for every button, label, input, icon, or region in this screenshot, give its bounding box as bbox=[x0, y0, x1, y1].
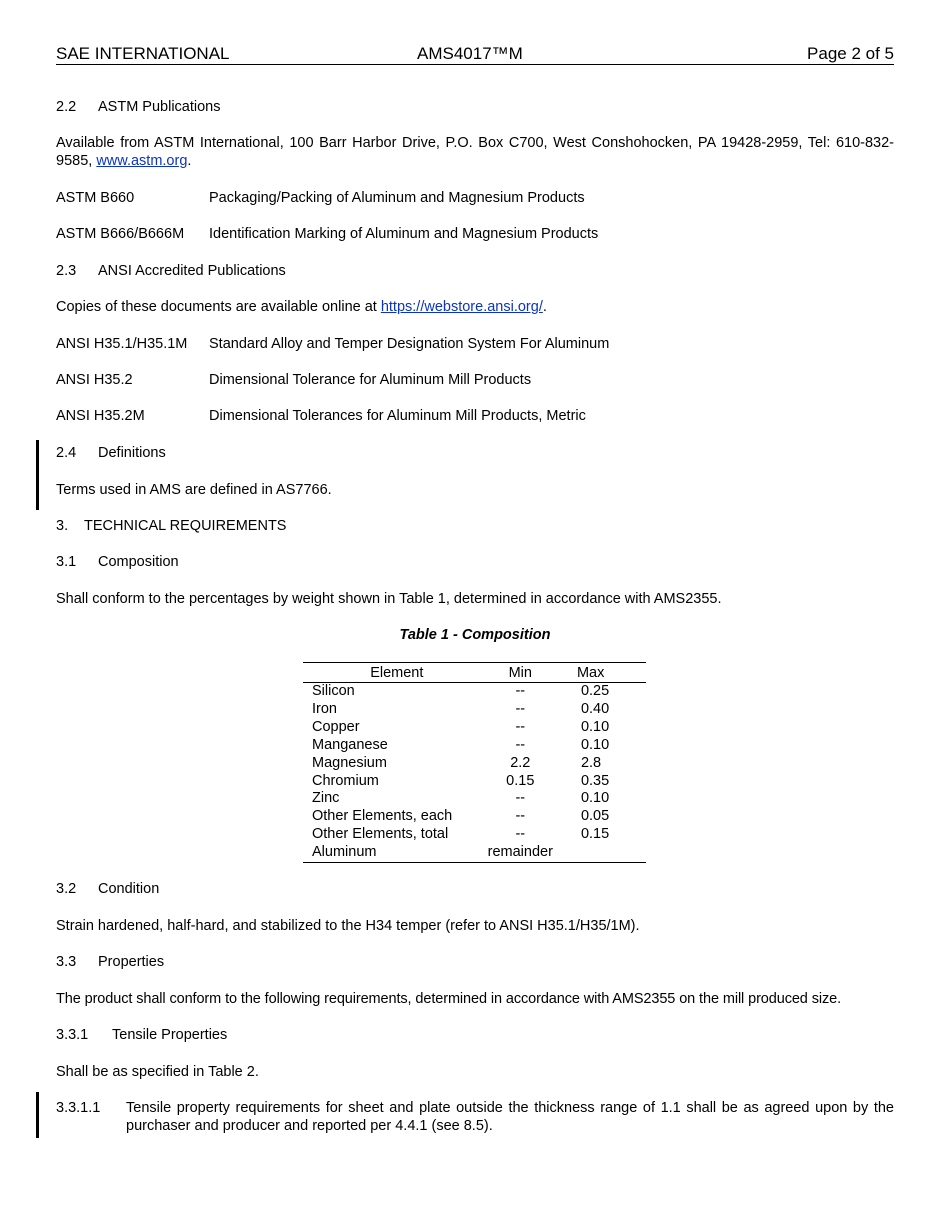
table-row: Other Elements, total -- 0.15 bbox=[312, 826, 610, 843]
section-number: 2.2 bbox=[56, 99, 77, 115]
reference-code: ASTM B660 bbox=[56, 190, 135, 206]
revision-bar bbox=[36, 440, 39, 510]
section-2-2-heading bbox=[56, 98, 221, 116]
page-header bbox=[56, 44, 894, 65]
column-header-max: Max bbox=[559, 663, 646, 683]
reference-ansi-h35-2m bbox=[56, 407, 586, 425]
reference-astm-b666 bbox=[56, 225, 598, 243]
ansi-availability-paragraph: Copies of these documents are available online at https://webstore.ansi.org/. bbox=[56, 299, 547, 315]
section-number: 2.3 bbox=[56, 263, 77, 279]
header-doc-id: AMS4017™M bbox=[417, 44, 523, 63]
reference-code: ANSI H35.2M bbox=[56, 408, 145, 424]
reference-title: Standard Alloy and Temper Designation System For Aluminum bbox=[209, 336, 610, 352]
section-title: TECHNICAL REQUIREMENTS bbox=[84, 518, 287, 534]
table-header-row bbox=[303, 663, 646, 683]
reference-title: Identification Marking of Aluminum and Magnesium Products bbox=[209, 226, 599, 242]
astm-website-link[interactable]: www.astm.org bbox=[96, 153, 188, 169]
table-row: Manganese -- 0.10 bbox=[312, 736, 610, 753]
reference-code: ASTM B666/B666M bbox=[56, 226, 185, 242]
section-3-3-heading bbox=[56, 953, 164, 971]
reference-ansi-h35-1 bbox=[56, 335, 609, 353]
reference-code: ANSI H35.1/H35.1M bbox=[56, 336, 188, 352]
ansi-webstore-link[interactable]: https://webstore.ansi.org/ bbox=[380, 299, 543, 315]
section-title: Tensile Properties bbox=[112, 1027, 228, 1043]
section-number: 3.3 bbox=[56, 954, 77, 970]
reference-code: ANSI H35.2 bbox=[56, 372, 133, 388]
definitions-paragraph: Terms used in AMS are defined in AS7766. bbox=[56, 482, 332, 498]
section-3-3-1-1-text: Tensile property requirements for sheet and plate outside the thickness range of 1.1 shall be as agreed upon by the purchaser and producer and reported per 4.4.1 (see 8.5). bbox=[126, 1100, 894, 1134]
table-row: Other Elements, each -- 0.05 bbox=[312, 808, 610, 825]
header-org: SAE INTERNATIONAL bbox=[56, 44, 230, 63]
section-title: ANSI Accredited Publications bbox=[98, 263, 286, 279]
section-title: Definitions bbox=[98, 445, 166, 461]
revision-bar bbox=[36, 1092, 39, 1138]
table-row: Zinc -- 0.10 bbox=[312, 790, 610, 807]
tensile-paragraph: Shall be as specified in Table 2. bbox=[56, 1064, 259, 1080]
section-number: 3.1 bbox=[56, 554, 77, 570]
column-header-min: Min bbox=[482, 663, 559, 683]
reference-title: Dimensional Tolerance for Aluminum Mill Products bbox=[209, 372, 532, 388]
reference-title: Packaging/Packing of Aluminum and Magnesium Products bbox=[209, 190, 585, 206]
section-3-heading bbox=[56, 517, 286, 535]
section-number: 3. bbox=[56, 518, 69, 534]
section-number: 2.4 bbox=[56, 445, 77, 461]
reference-astm-b660 bbox=[56, 189, 585, 207]
section-title: ASTM Publications bbox=[98, 99, 221, 115]
table-row: Silicon -- 0.25 bbox=[312, 683, 610, 699]
table-row: Chromium 0.15 0.35 bbox=[312, 772, 610, 789]
properties-paragraph: The product shall conform to the following requirements, determined in accordance with AMS2355 on the mill produced size. bbox=[56, 991, 842, 1007]
section-2-4-heading bbox=[56, 444, 166, 462]
column-header-element: Element bbox=[303, 663, 482, 683]
table-1-caption: Table 1 - Composition bbox=[399, 627, 551, 643]
section-number: 3.3.1 bbox=[56, 1027, 89, 1043]
astm-availability-paragraph: Available from ASTM International, 100 Barr Harbor Drive, P.O. Box C700, West Conshohocken, PA 19428-2959, Tel: 610-832-9585, www.astm.org. bbox=[56, 135, 894, 169]
section-2-3-heading bbox=[56, 262, 286, 280]
section-3-1-heading bbox=[56, 553, 179, 571]
table-row: Copper -- 0.10 bbox=[312, 718, 610, 735]
table-row: Iron -- 0.40 bbox=[312, 700, 610, 717]
section-3-3-1-1-number: 3.3.1.1 bbox=[56, 1100, 101, 1116]
section-3-3-1-heading bbox=[56, 1026, 227, 1044]
condition-paragraph: Strain hardened, half-hard, and stabilized to the H34 temper (refer to ANSI H35.1/H35/1M). bbox=[56, 918, 640, 934]
table-row: Aluminum remainder bbox=[303, 844, 646, 862]
composition-table bbox=[303, 662, 646, 863]
section-title: Condition bbox=[98, 881, 160, 897]
section-title: Composition bbox=[98, 554, 179, 570]
composition-paragraph: Shall conform to the percentages by weight shown in Table 1, determined in accordance with AMS2355. bbox=[56, 591, 722, 607]
section-3-2-heading bbox=[56, 880, 159, 898]
table-row: Magnesium 2.2 2.8 bbox=[312, 754, 602, 771]
reference-title: Dimensional Tolerances for Aluminum Mill Products, Metric bbox=[209, 408, 586, 424]
header-page-number: Page 2 of 5 bbox=[807, 44, 894, 63]
section-number: 3.2 bbox=[56, 881, 77, 897]
section-title: Properties bbox=[98, 954, 165, 970]
reference-ansi-h35-2 bbox=[56, 371, 531, 389]
